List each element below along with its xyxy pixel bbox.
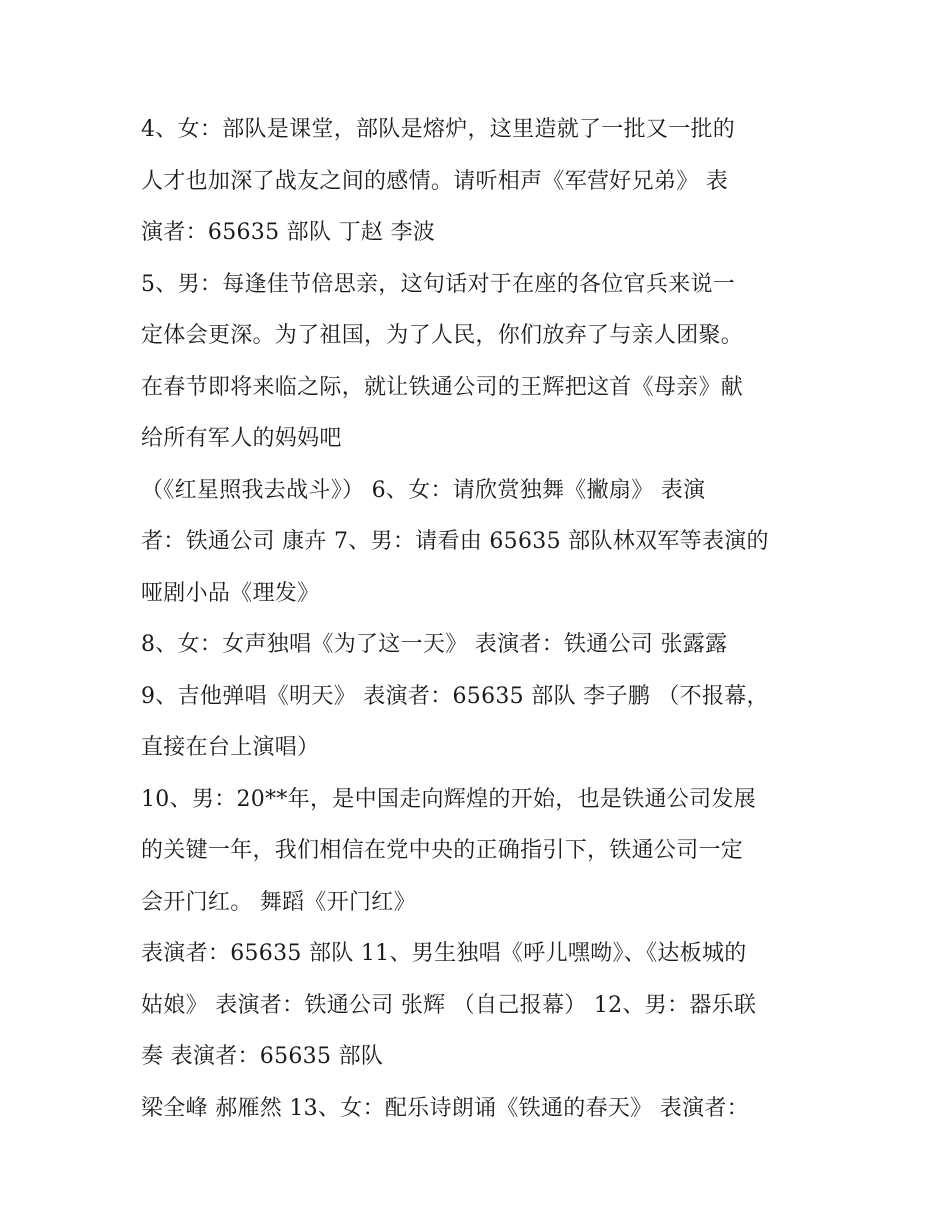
text-line: 梁全峰 郝雁然 13、女：配乐诗朗诵《铁通的春天》 表演者： — [141, 1095, 749, 1121]
text-line: 给所有军人的妈妈吧 — [141, 426, 342, 451]
text-line: 9、吉他弹唱《明天》 表演者：65635 部队 李子鹏 （不报幕， — [141, 683, 769, 709]
text-line: 会开门红。 舞蹈《开门红》 — [141, 889, 416, 915]
text-line: （《红星照我去战斗》） 6、女：请欣赏独舞《撇扇》 表演 — [141, 477, 706, 503]
document-body — [141, 108, 821, 1138]
text-line: 定体会更深。为了祖国，为了人民，你们放弃了与亲人团聚。 — [141, 323, 744, 348]
text-line: 者：铁通公司 康卉 7、男：请看由 65635 部队林双军等表演的 — [141, 529, 769, 554]
text-line: 的关键一年，我们相信在党中央的正确指引下，铁通公司一定 — [141, 838, 744, 863]
text-line: 哑剧小品《理发》 — [141, 580, 320, 606]
text-line: 人才也加深了战友之间的感情。请听相声《军营好兄弟》 表 — [141, 168, 729, 194]
text-line: 直接在台上演唱） — [141, 735, 320, 760]
text-line: 姑娘》 表演者：铁通公司 张辉 （自己报幕） 12、男：器乐联 — [141, 992, 757, 1018]
text-line: 在春节即将来临之际，就让铁通公司的王辉把这首《母亲》献 — [141, 374, 744, 400]
text-line: 演者：65635 部队 丁赵 李波 — [141, 220, 436, 245]
text-line: 5、男：每逢佳节倍思亲，这句话对于在座的各位官兵来说一 — [141, 271, 736, 297]
text-line: 8、女：女声独唱《为了这一天》 表演者：铁通公司 张露露 — [141, 632, 728, 657]
text-line: 4、女：部队是课堂，部队是熔炉，这里造就了一批又一批的 — [141, 117, 736, 142]
text-line: 奏 表演者：65635 部队 — [141, 1044, 384, 1069]
text-line: 10、男：20**年，是中国走向辉煌的开始，也是铁通公司发展 — [141, 786, 756, 812]
text-line: 表演者：65635 部队 11、男生独唱《呼儿嘿呦》、《达板城的 — [141, 941, 747, 966]
